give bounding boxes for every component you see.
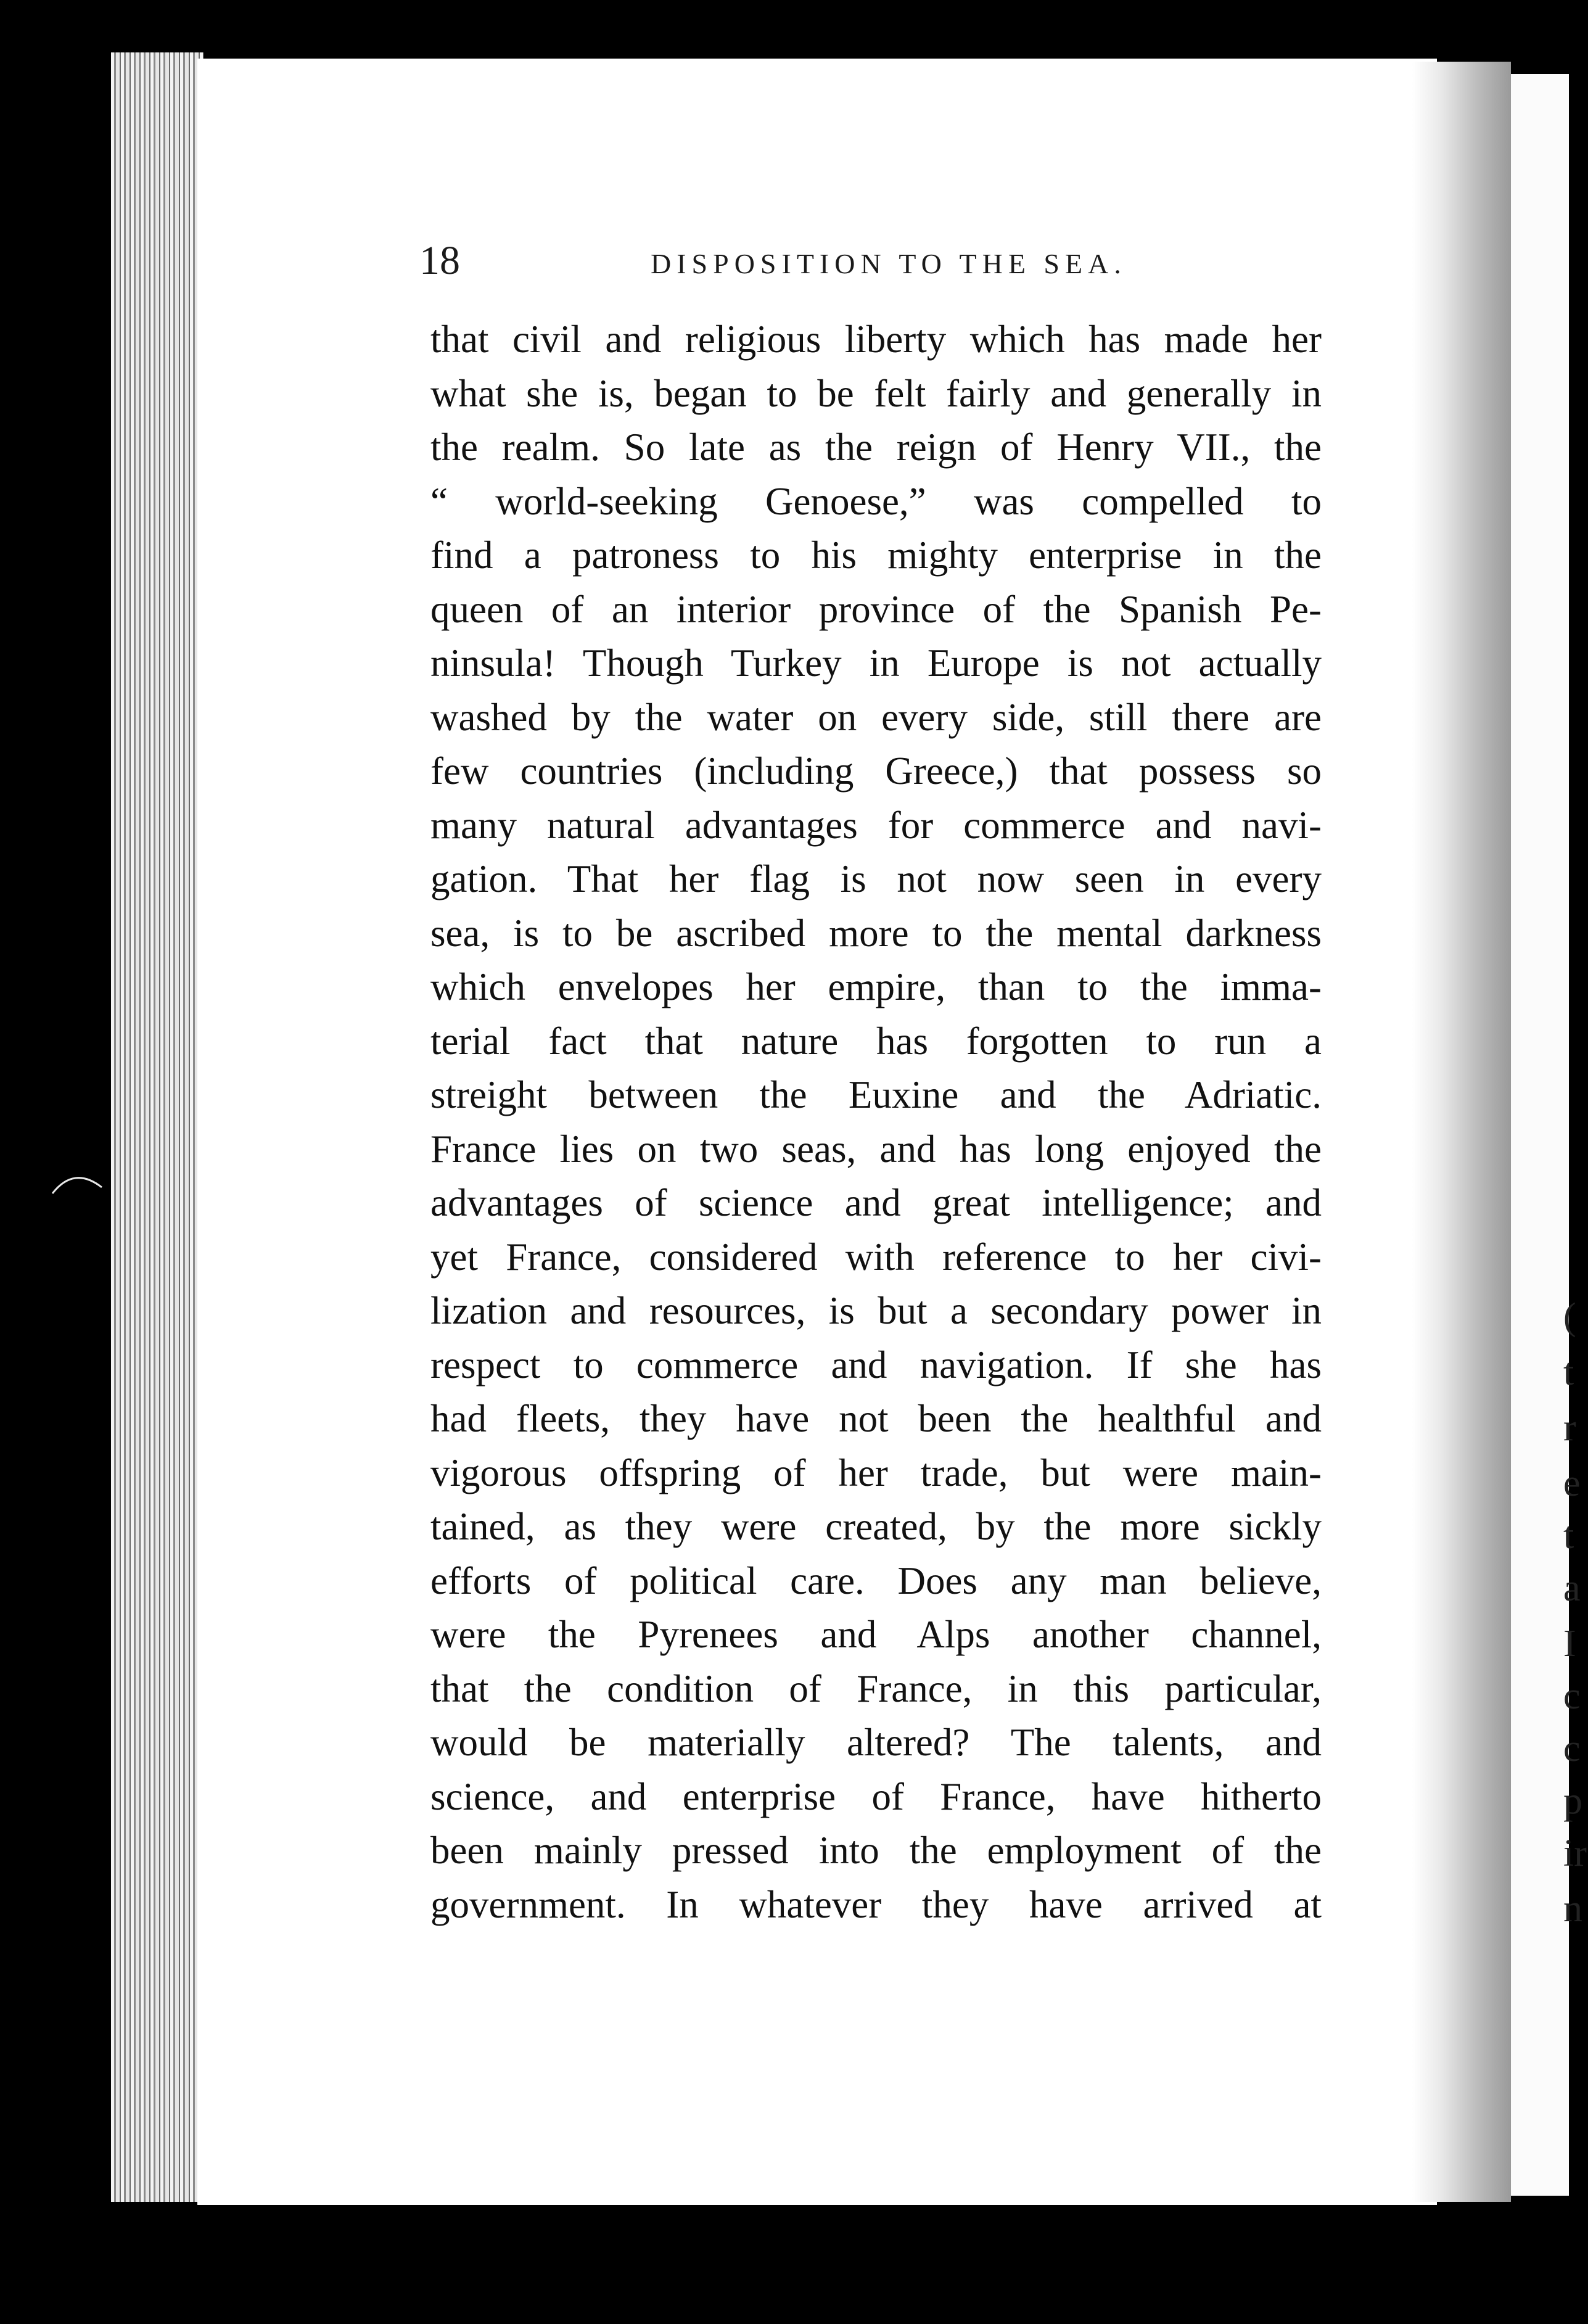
text-line: terial fact that nature has forgotten to run a	[430, 1019, 1322, 1063]
page-edges	[111, 52, 204, 2202]
facing-page-letter: t	[1563, 1351, 1574, 1393]
facing-page-letter: I	[1563, 1623, 1576, 1665]
facing-page-letter: p	[1563, 1780, 1582, 1822]
facing-page-letter: ir	[1563, 1832, 1587, 1874]
text-line: advantages of science and great intelligence; and	[430, 1181, 1322, 1224]
page-header	[419, 237, 1326, 287]
text-line: sea, is to be ascribed more to the mental darkness	[430, 911, 1322, 955]
text-line: vigorous offspring of her trade, but were main-	[430, 1451, 1322, 1494]
text-line: science, and enterprise of France, have hitherto	[430, 1774, 1322, 1818]
text-line: streight between the Euxine and the Adriatic.	[430, 1073, 1322, 1116]
text-line: efforts of political care. Does any man believe,	[430, 1559, 1322, 1602]
text-line: which envelopes her empire, than to the imma-	[430, 965, 1322, 1008]
text-line: that civil and religious liberty which has made her	[430, 318, 1322, 361]
text-line: had fleets, they have not been the healthful and	[430, 1397, 1322, 1440]
text-line: respect to commerce and navigation. If she has	[430, 1343, 1322, 1387]
body-text	[430, 313, 1322, 1932]
text-line: been mainly pressed into the employment of the	[430, 1829, 1322, 1872]
margin-pencil-mark	[49, 1160, 105, 1215]
text-line: “ world-seeking Genoese,” was compelled to	[430, 479, 1322, 523]
text-line: yet France, considered with reference to her civi-	[430, 1235, 1322, 1279]
text-line: lization and resources, is but a secondary power in	[430, 1289, 1322, 1332]
page-number: 18	[419, 238, 460, 283]
text-line: what she is, began to be felt fairly and generally in	[430, 371, 1322, 415]
running-head: DISPOSITION TO THE SEA.	[651, 248, 1127, 279]
text-line: that the condition of France, in this particular,	[430, 1667, 1322, 1710]
facing-page-letter: n	[1563, 1888, 1582, 1930]
text-line: find a patroness to his mighty enterprise in the	[430, 534, 1322, 577]
text-line: tained, as they were created, by the more sickly	[430, 1505, 1322, 1548]
text-line: ninsula! Though Turkey in Europe is not actually	[430, 641, 1322, 685]
book-gutter	[1412, 62, 1511, 2202]
facing-page-letter: a	[1563, 1567, 1581, 1609]
text-line: were the Pyrenees and Alps another channel,	[430, 1613, 1322, 1656]
facing-page	[1511, 74, 1569, 2196]
facing-page-letter: c	[1563, 1675, 1581, 1717]
text-line: would be materially altered? The talents, and	[430, 1721, 1322, 1764]
facing-page-letter: (	[1563, 1296, 1576, 1338]
text-line: gation. That her flag is not now seen in every	[430, 857, 1322, 900]
facing-page-letter: e	[1563, 1462, 1581, 1504]
text-line: government. In whatever they have arrived at	[430, 1882, 1322, 1926]
text-line: washed by the water on every side, still there are	[430, 695, 1322, 739]
text-line: the realm. So late as the reign of Henry VII., the	[430, 426, 1322, 469]
facing-page-letter: c	[1563, 1728, 1581, 1770]
text-line: few countries (including Greece,) that possess so	[430, 749, 1322, 793]
text-line: France lies on two seas, and has long enjoyed the	[430, 1127, 1322, 1171]
facing-page-letter: t	[1563, 1515, 1574, 1557]
text-line: many natural advantages for commerce and navi-	[430, 803, 1322, 847]
facing-page-letter: r	[1563, 1407, 1576, 1449]
text-line: queen of an interior province of the Spanish Pe-	[430, 587, 1322, 631]
